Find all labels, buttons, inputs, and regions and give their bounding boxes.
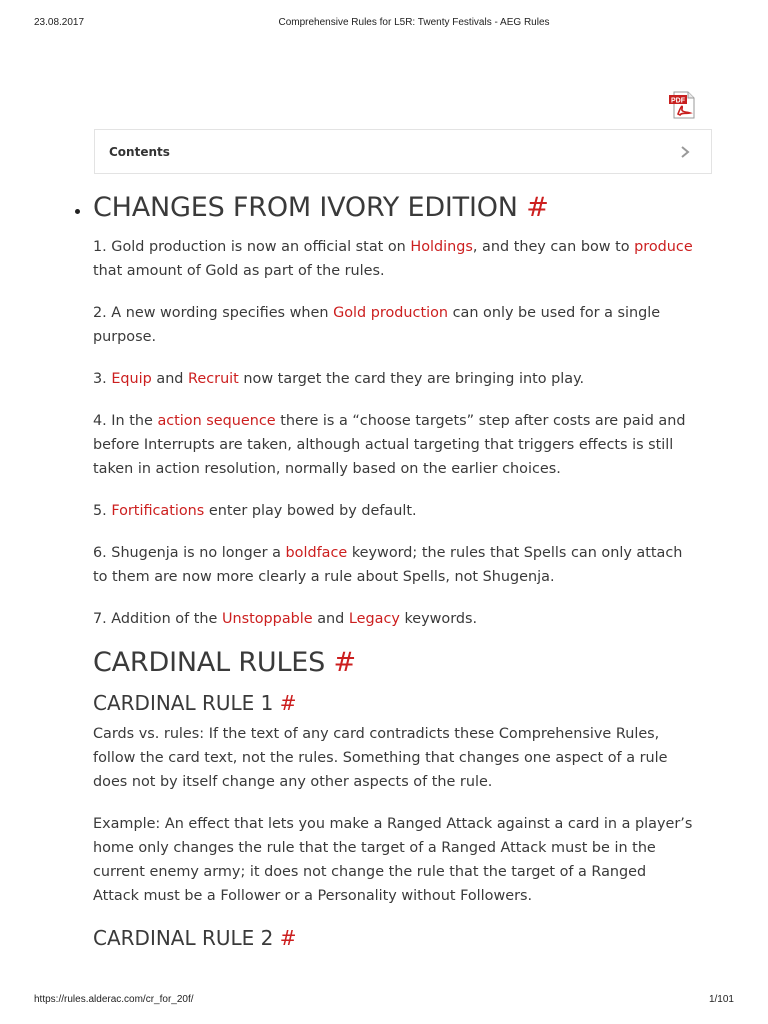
text: 7. Addition of the <box>93 611 222 628</box>
change-item <box>93 541 693 589</box>
print-header <box>0 17 768 31</box>
section-title: CHANGES FROM IVORY EDITION <box>93 192 518 223</box>
rule-paragraph: Cards vs. rules: If the text of any card contradicts these Comprehensive Rules, follow the card text, not the rules. Something that changes one aspect of a rule does not by itself change any other aspects of the rule. <box>93 725 668 790</box>
subsection-title: CARDINAL RULE 1 <box>93 690 274 715</box>
subsection-heading-rule-2 <box>93 926 693 950</box>
text: , and they can bow to <box>472 239 635 256</box>
change-item <box>93 409 693 481</box>
section-heading-cardinal <box>93 647 693 679</box>
page-number: 1/101 <box>708 994 734 1005</box>
link-gold-production[interactable]: Gold production <box>333 305 449 322</box>
change-item <box>93 607 693 631</box>
text: keywords. <box>399 611 478 628</box>
text: 2. A new wording specifies when <box>93 305 334 322</box>
text: there is a “choose targets” step after costs are paid and before Interrupts are taken, although actual targeting that triggers effects is still taken in action resolution, normally based on the earlier choices. <box>93 413 686 478</box>
pdf-file-icon-graphic <box>668 90 698 120</box>
link-action-sequence[interactable]: action sequence <box>157 413 276 430</box>
article-content <box>93 192 693 950</box>
print-date: 23.08.2017 <box>34 17 85 28</box>
text: keyword; the rules that Spells can only attach to them are now more clearly a rule about Spells, not Shugenja. <box>93 545 683 586</box>
text: 3. <box>93 371 112 388</box>
text: and <box>151 371 189 388</box>
list-bullet <box>75 209 80 214</box>
print-title: Comprehensive Rules for L5R: Twenty Festivals - AEG Rules <box>278 17 550 28</box>
anchor-link[interactable]: # <box>333 647 356 679</box>
print-footer <box>0 994 768 1008</box>
print-url: https://rules.alderac.com/cr_for_20f/ <box>34 994 194 1005</box>
changes-list <box>93 235 693 631</box>
contents-label: Contents <box>109 145 170 159</box>
link-holdings[interactable]: Holdings <box>410 239 473 256</box>
text: 5. <box>93 503 112 520</box>
link-recruit[interactable]: Recruit <box>188 371 239 388</box>
link-fortifications[interactable]: Fortifications <box>111 503 205 520</box>
text: that amount of Gold as part of the rules. <box>93 263 385 280</box>
section-heading-changes <box>93 192 693 224</box>
text: enter play bowed by default. <box>204 503 417 520</box>
subsection-heading-rule-1 <box>93 691 693 715</box>
chevron-right-icon <box>679 145 691 159</box>
text: can only be used for a single purpose. <box>93 305 661 346</box>
rule-example: Example: An effect that lets you make a Ranged Attack against a card in a player’s home only changes the rule that the target of a Ranged Attack must be in the current enemy army; it does not change the rule that the target of a Ranged Attack must be a Follower or a Personality without Followers. <box>93 815 693 904</box>
text: 6. Shugenja is no longer a <box>93 545 286 562</box>
link-unstoppable[interactable]: Unstoppable <box>221 611 313 628</box>
change-item <box>93 301 693 349</box>
subsection-title: CARDINAL RULE 2 <box>93 925 274 950</box>
text: and <box>312 611 349 628</box>
change-item <box>93 499 693 523</box>
anchor-link[interactable]: # <box>279 925 297 950</box>
anchor-link[interactable]: # <box>279 690 297 715</box>
text: 4. In the <box>93 413 158 430</box>
link-legacy[interactable]: Legacy <box>348 611 400 628</box>
change-item <box>93 235 693 283</box>
link-boldface[interactable]: boldface <box>285 545 348 562</box>
anchor-link[interactable]: # <box>526 192 549 223</box>
link-produce[interactable]: produce <box>634 239 693 256</box>
contents-toggle[interactable] <box>94 129 712 174</box>
link-equip[interactable]: Equip <box>111 371 152 388</box>
text: now target the card they are bringing into play. <box>238 371 585 388</box>
pdf-file-icon[interactable] <box>668 90 698 120</box>
change-item <box>93 367 693 391</box>
text: 1. Gold production is now an official stat on <box>93 239 411 256</box>
changes-heading-row <box>93 192 693 224</box>
section-title: CARDINAL RULES <box>93 647 326 679</box>
pdf-label: PDF <box>671 97 685 105</box>
